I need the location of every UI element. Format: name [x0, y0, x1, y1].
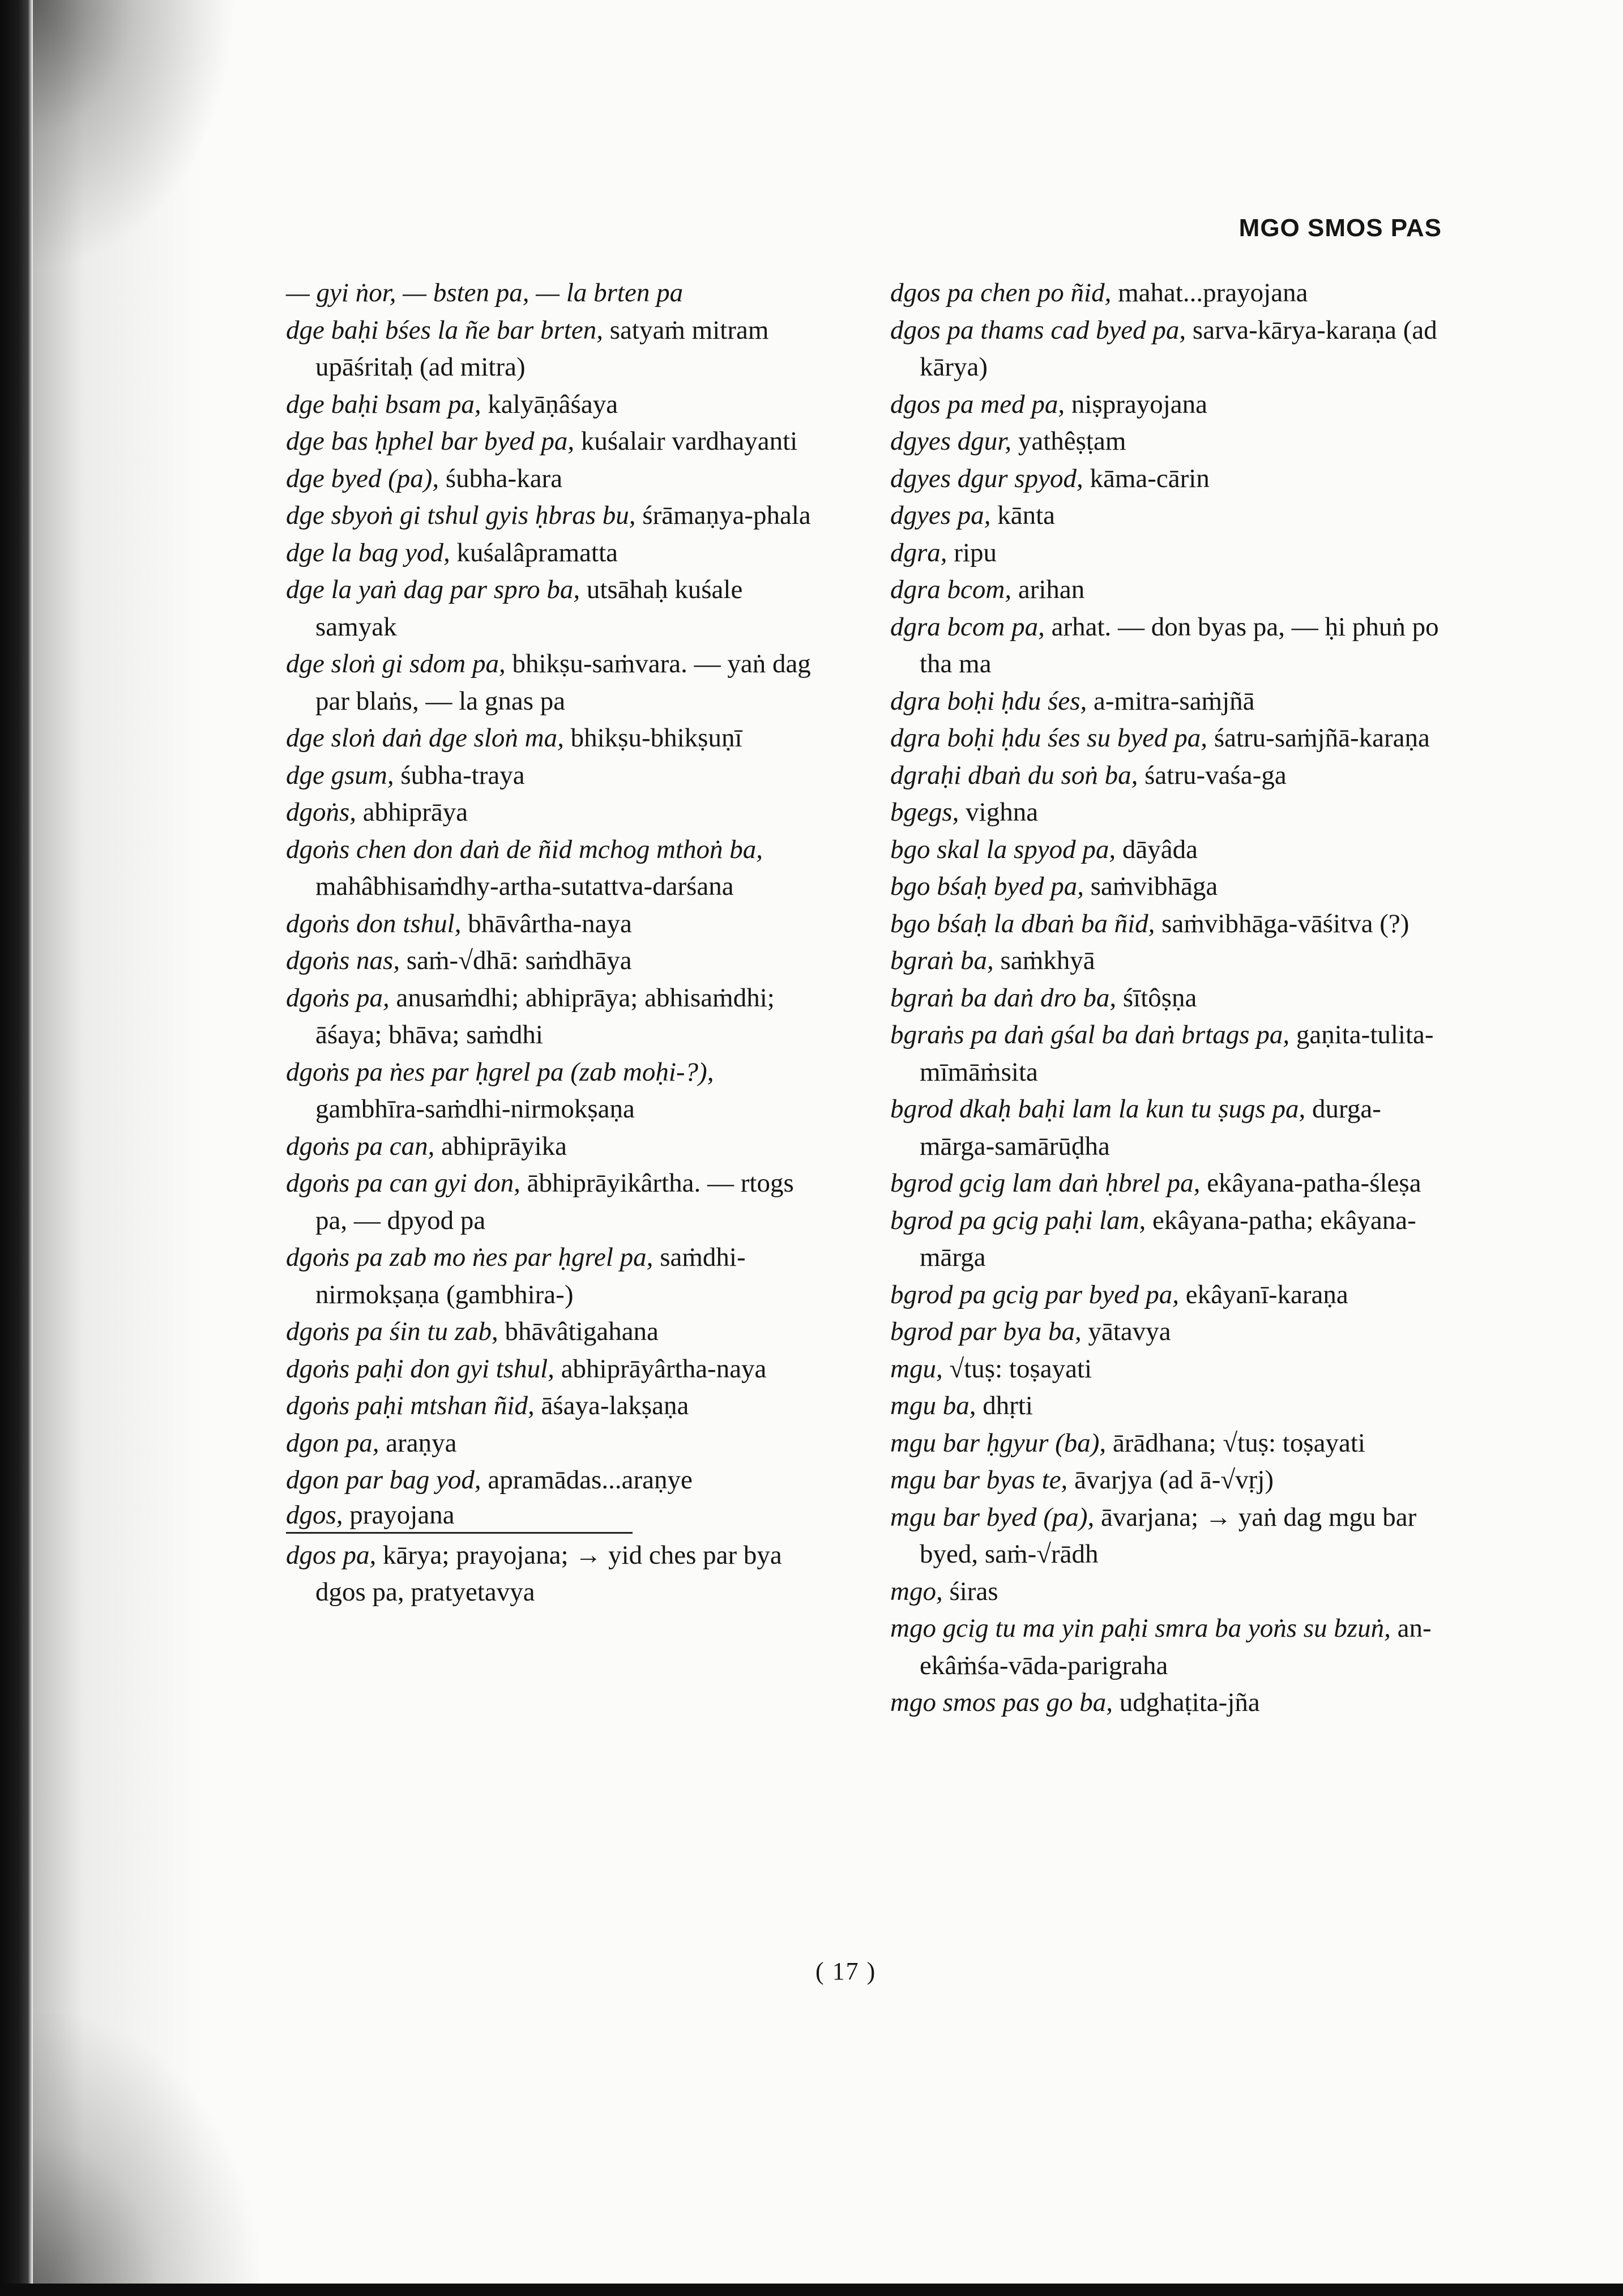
sanskrit-equivalent: ekâyana-patha-śleṣa — [1207, 1168, 1421, 1198]
sanskrit-equivalent: udghaṭita-jña — [1119, 1688, 1260, 1717]
sanskrit-equivalent: āśaya-lakṣaṇa — [541, 1391, 689, 1420]
sanskrit-equivalent: ābhiprāyikârtha. — rtogs pa, — dpyod pa — [315, 1168, 794, 1235]
dictionary-entry — [890, 1277, 1442, 1314]
sanskrit-equivalent: saṁvibhāga — [1090, 872, 1218, 901]
tibetan-headword: dge gsum, — [286, 760, 394, 790]
dictionary-entry — [286, 1313, 824, 1351]
page-number: ( 17 ) — [815, 1957, 877, 1985]
sanskrit-equivalent: gambhīra-saṁdhi-nirmokṣaṇa — [315, 1094, 635, 1124]
sanskrit-equivalent: ekâyanī-karaṇa — [1185, 1279, 1348, 1309]
dictionary-entry — [286, 720, 824, 757]
sanskrit-equivalent: bhikṣu-saṁvara. — yaṅ dag par blaṅs, — la gnas pa — [315, 649, 811, 716]
tibetan-headword: bgo bśaḥ byed pa, — [890, 872, 1084, 901]
tibetan-headword: bgo bśaḥ la dbaṅ ba ñid, — [890, 908, 1155, 938]
dictionary-entry — [286, 942, 824, 980]
sanskrit-equivalent: durga-mārga-samārūḍha — [920, 1094, 1381, 1161]
dictionary-entry — [286, 571, 824, 646]
dictionary-entry — [890, 683, 1442, 720]
dictionary-entry — [890, 1165, 1442, 1202]
dictionary-entry — [286, 794, 824, 831]
tibetan-headword: dgra boḥi ḥdu śes su byed pa, — [890, 723, 1208, 753]
sanskrit-equivalent: kuśalâpramatta — [456, 537, 618, 567]
tibetan-headword: dgos pa, — [286, 1540, 377, 1570]
dictionary-entry — [890, 609, 1442, 683]
tibetan-headword: dgoṅs paḥi don gyi tshul, — [286, 1354, 554, 1384]
sanskrit-equivalent: anusaṁdhi; abhiprāya; abhisaṁdhi; āśaya; bhāva; saṁdhi — [315, 983, 775, 1049]
sanskrit-equivalent: dhṛti — [983, 1391, 1033, 1420]
sanskrit-equivalent: √tuṣ: toṣayati — [949, 1354, 1092, 1384]
tibetan-headword: dgoṅs pa, — [286, 983, 390, 1013]
tibetan-headword: dgoṅs don tshul, — [286, 908, 462, 938]
tibetan-headword: dgra bcom pa, — [890, 612, 1045, 642]
sanskrit-equivalent: yātavya — [1088, 1317, 1171, 1346]
tibetan-headword: bgrod par bya ba, — [890, 1317, 1082, 1346]
sanskrit-equivalent: śatru-saṁjñā-karaṇa — [1214, 723, 1430, 753]
tibetan-headword: dgra bcom, — [890, 575, 1012, 604]
tibetan-headword: dgra boḥi ḥdu śes, — [890, 686, 1087, 716]
sanskrit-equivalent: abhiprāyârtha-naya — [561, 1354, 767, 1384]
dictionary-entry — [890, 1388, 1442, 1425]
tibetan-headword: dge sbyoṅ gi tshul gyis ḥbras bu, — [286, 501, 636, 530]
sanskrit-equivalent: kānta — [997, 501, 1056, 530]
tibetan-headword: mgo gcig tu ma yin paḥi smra ba yoṅs su bzuṅ, — [890, 1614, 1391, 1643]
sanskrit-equivalent: bhāvâtigahana — [505, 1317, 659, 1346]
tibetan-headword: bgrod dkaḥ baḥi lam la kun tu ṣugs pa, — [890, 1094, 1306, 1124]
dictionary-entry — [890, 1202, 1442, 1277]
tibetan-headword: dgoṅs pa ṅes par ḥgrel pa (zab moḥi-?), — [286, 1057, 714, 1087]
scan-edge-bottom — [0, 2284, 1623, 2296]
tibetan-headword: bgo skal la spyod pa, — [890, 834, 1116, 864]
sanskrit-equivalent: kārya; prayojana; → yid ches par bya dgos pa, pratyetavya — [315, 1540, 782, 1607]
sanskrit-equivalent: śiras — [949, 1576, 998, 1606]
tibetan-headword: dgos pa chen po ñid, — [890, 278, 1112, 308]
tibetan-headword: dge la yaṅ dag par spro ba, — [286, 575, 580, 604]
tibetan-headword: bgraṅ ba, — [890, 946, 994, 975]
sanskrit-equivalent: arihan — [1018, 575, 1085, 604]
dictionary-entry — [286, 1537, 824, 1611]
dictionary-entry — [890, 794, 1442, 831]
sanskrit-equivalent: sarva-kārya-karaṇa (ad kārya) — [920, 315, 1437, 382]
dictionary-entry — [890, 1017, 1442, 1091]
tibetan-headword: mgo smos pas go ba, — [890, 1688, 1113, 1717]
scan-edge-left — [0, 0, 33, 2296]
sanskrit-equivalent: dāyâda — [1122, 834, 1198, 864]
sanskrit-equivalent: vighna — [966, 797, 1039, 827]
dictionary-entry — [286, 460, 824, 498]
dictionary-entry — [890, 386, 1442, 424]
sanskrit-equivalent: ārādhana; √tuṣ: toṣayati — [1112, 1428, 1365, 1458]
tibetan-headword: dgos, — [286, 1500, 343, 1530]
dictionary-entry — [286, 497, 824, 535]
tibetan-headword: mgu bar ḥgyur (ba), — [890, 1428, 1107, 1458]
dictionary-entry — [890, 1610, 1442, 1684]
sanskrit-equivalent: an-ekâṁśa-vāda-parigraha — [920, 1614, 1432, 1680]
tibetan-headword: mgu bar byed (pa), — [890, 1502, 1095, 1532]
tibetan-headword: dgra, — [890, 537, 947, 567]
sanskrit-equivalent: śubha-traya — [400, 760, 525, 790]
scan-edge-shadow — [33, 0, 203, 2296]
dictionary-entry — [286, 1462, 824, 1499]
sanskrit-equivalent: kalyāṇâśaya — [488, 389, 618, 419]
dictionary-entry — [890, 1091, 1442, 1165]
sanskrit-equivalent: śubha-kara — [445, 463, 563, 493]
tibetan-headword: dgoṅs pa śin tu zab, — [286, 1317, 498, 1346]
sanskrit-equivalent: āvarjya (ad ā-√vṛj) — [1074, 1465, 1274, 1495]
sanskrit-equivalent: satyaṁ mitram upāśritaḥ (ad mitra) — [315, 315, 769, 382]
dictionary-entry — [890, 831, 1442, 869]
sanskrit-equivalent: saṁdhi-nirmokṣaṇa (gambhira-) — [315, 1243, 746, 1309]
dictionary-entry — [286, 1165, 824, 1239]
dictionary-entry — [286, 1351, 824, 1388]
dictionary-entry — [890, 942, 1442, 980]
tibetan-headword: dgoṅs chen don daṅ de ñid mchog mthoṅ ba, — [286, 834, 763, 864]
sanskrit-equivalent: mahâbhisaṁdhy-artha-sutattva-darśana — [315, 872, 734, 901]
sanskrit-equivalent: bhāvârtha-naya — [468, 908, 632, 938]
dictionary-entry — [286, 386, 824, 424]
tibetan-headword: dge sloṅ gi sdom pa, — [286, 649, 506, 678]
dictionary-entry — [286, 423, 824, 460]
tibetan-headword: dgoṅs paḥi mtshan ñid, — [286, 1391, 535, 1420]
dictionary-entry — [286, 1499, 633, 1534]
sanskrit-equivalent: ekâyana-patha; ekâyana-mārga — [920, 1205, 1416, 1272]
sanskrit-equivalent: śrāmaṇya-phala — [642, 501, 811, 530]
sanskrit-equivalent: saṁkhyā — [1000, 946, 1095, 975]
tibetan-headword: dgoṅs nas, — [286, 946, 400, 975]
sanskrit-equivalent: apramādas...araṇye — [488, 1465, 693, 1495]
sanskrit-equivalent: araṇya — [386, 1428, 457, 1458]
tibetan-headword: dge baḥi bsam pa, — [286, 389, 481, 419]
dictionary-entry — [286, 757, 824, 795]
tibetan-headword: dge la bag yod, — [286, 537, 450, 567]
dictionary-entry — [890, 980, 1442, 1017]
tibetan-headword: dgoṅs, — [286, 797, 357, 827]
dictionary-entry — [286, 831, 824, 906]
tibetan-headword: bgegs, — [890, 797, 959, 827]
dictionary-entry — [890, 1462, 1442, 1499]
tibetan-headword: dgraḥi dbaṅ du soṅ ba, — [890, 760, 1138, 790]
tibetan-headword: mgo, — [890, 1576, 943, 1606]
tibetan-headword: mgu ba, — [890, 1391, 976, 1420]
running-head: MGO SMOS PAS — [1238, 214, 1442, 242]
dictionary-entry — [890, 1425, 1442, 1462]
sanskrit-equivalent: a-mitra-saṁjñā — [1094, 686, 1255, 716]
tibetan-headword: dgyes dgur spyod, — [890, 463, 1083, 493]
tibetan-headword: dgyes pa, — [890, 501, 991, 530]
dictionary-entry — [286, 312, 824, 386]
tibetan-headword: bgrod gcig lam daṅ ḥbrel pa, — [890, 1168, 1201, 1198]
dictionary-entry — [890, 460, 1442, 498]
dictionary-entry — [890, 906, 1442, 943]
dictionary-entry — [286, 906, 824, 943]
sanskrit-equivalent: utsāhaḥ kuśale samyak — [315, 575, 743, 642]
dictionary-entry — [890, 1499, 1442, 1573]
tibetan-headword: bgraṅ ba daṅ dro ba, — [890, 983, 1117, 1013]
tibetan-headword: dge baḥi bśes la ñe bar brten, — [286, 315, 604, 345]
dictionary-entry — [286, 535, 824, 572]
sanskrit-equivalent: saṁvibhāga-vāśitva (?) — [1161, 908, 1410, 938]
sanskrit-equivalent: prayojana — [349, 1500, 455, 1530]
dictionary-entry — [286, 275, 824, 312]
tibetan-headword: bgrod pa gcig par byed pa, — [890, 1279, 1179, 1309]
sanskrit-equivalent: kāma-cārin — [1090, 463, 1210, 493]
sanskrit-equivalent: abhiprāyika — [441, 1131, 567, 1161]
dictionary-entry — [890, 868, 1442, 906]
sanskrit-equivalent: gaṇita-tulita-mīmāṁsita — [920, 1020, 1434, 1087]
tibetan-headword: dgos pa med pa, — [890, 389, 1065, 419]
sanskrit-equivalent: yathêṣṭam — [1018, 426, 1126, 456]
tibetan-headword: mgu bar byas te, — [890, 1465, 1068, 1495]
dictionary-entry — [286, 1239, 824, 1313]
tibetan-headword: dgon par bag yod, — [286, 1465, 481, 1495]
dictionary-entry — [286, 980, 824, 1054]
dictionary-entry — [286, 1128, 824, 1166]
dictionary-entry — [286, 1388, 824, 1425]
tibetan-headword: dgoṅs pa zab mo ṅes par ḥgrel pa, — [286, 1243, 654, 1272]
tibetan-headword: dgoṅs pa can, — [286, 1131, 435, 1161]
scan-corner-bottom — [33, 2013, 259, 2296]
sanskrit-equivalent: abhiprāya — [362, 797, 468, 827]
sanskrit-equivalent: śītôṣṇa — [1122, 983, 1197, 1013]
sanskrit-equivalent: kuśalair vardhayanti — [580, 426, 798, 456]
dictionary-entry — [890, 571, 1442, 609]
dictionary-entry — [890, 1684, 1442, 1722]
tibetan-headword: dge byed (pa), — [286, 463, 439, 493]
dictionary-entry — [890, 1573, 1442, 1611]
sanskrit-equivalent: niṣprayojana — [1071, 389, 1207, 419]
dictionary-entry — [890, 1351, 1442, 1388]
dictionary-entry — [890, 423, 1442, 460]
tibetan-headword: dgoṅs pa can gyi don, — [286, 1168, 520, 1198]
dictionary-entry — [890, 312, 1442, 386]
sanskrit-equivalent: āvarjana; → yaṅ dag mgu bar byed, saṁ-√rādh — [920, 1502, 1417, 1569]
dictionary-entry — [890, 757, 1442, 795]
tibetan-headword: dge sloṅ daṅ dge sloṅ ma, — [286, 723, 564, 753]
left-column — [286, 275, 824, 1611]
sanskrit-equivalent: ripu — [954, 537, 997, 567]
tibetan-headword: — gyi ṅor, — bsten pa, — la brten pa — [286, 278, 684, 308]
tibetan-headword: dge bas ḥphel bar byed pa, — [286, 426, 575, 456]
dictionary-entry — [890, 535, 1442, 572]
dictionary-entry — [286, 646, 824, 720]
tibetan-headword: dgyes dgur, — [890, 426, 1012, 456]
tibetan-headword: dgos pa thams cad byed pa, — [890, 315, 1186, 345]
sanskrit-equivalent: arhat. — don byas pa, — ḥi phuṅ po tha ma — [920, 612, 1439, 678]
tibetan-headword: mgu, — [890, 1354, 943, 1384]
dictionary-entry — [286, 1054, 824, 1128]
dictionary-entry — [890, 720, 1442, 757]
dictionary-entry — [890, 275, 1442, 312]
dictionary-entry — [890, 497, 1442, 535]
tibetan-headword: bgrod pa gcig paḥi lam, — [890, 1205, 1146, 1235]
sanskrit-equivalent: bhikṣu-bhikṣuṇī — [570, 723, 742, 753]
sanskrit-equivalent: saṁ-√dhā: saṁdhāya — [406, 946, 632, 975]
dictionary-entry — [286, 1425, 824, 1462]
dictionary-entry — [890, 1313, 1442, 1351]
sanskrit-equivalent: mahat...prayojana — [1118, 278, 1308, 308]
scan-corner-top — [33, 0, 237, 272]
right-column — [890, 275, 1442, 1722]
sanskrit-equivalent: śatru-vaśa-ga — [1144, 760, 1287, 790]
tibetan-headword: dgon pa, — [286, 1428, 379, 1458]
tibetan-headword: bgraṅs pa daṅ gśal ba daṅ brtags pa, — [890, 1020, 1290, 1049]
